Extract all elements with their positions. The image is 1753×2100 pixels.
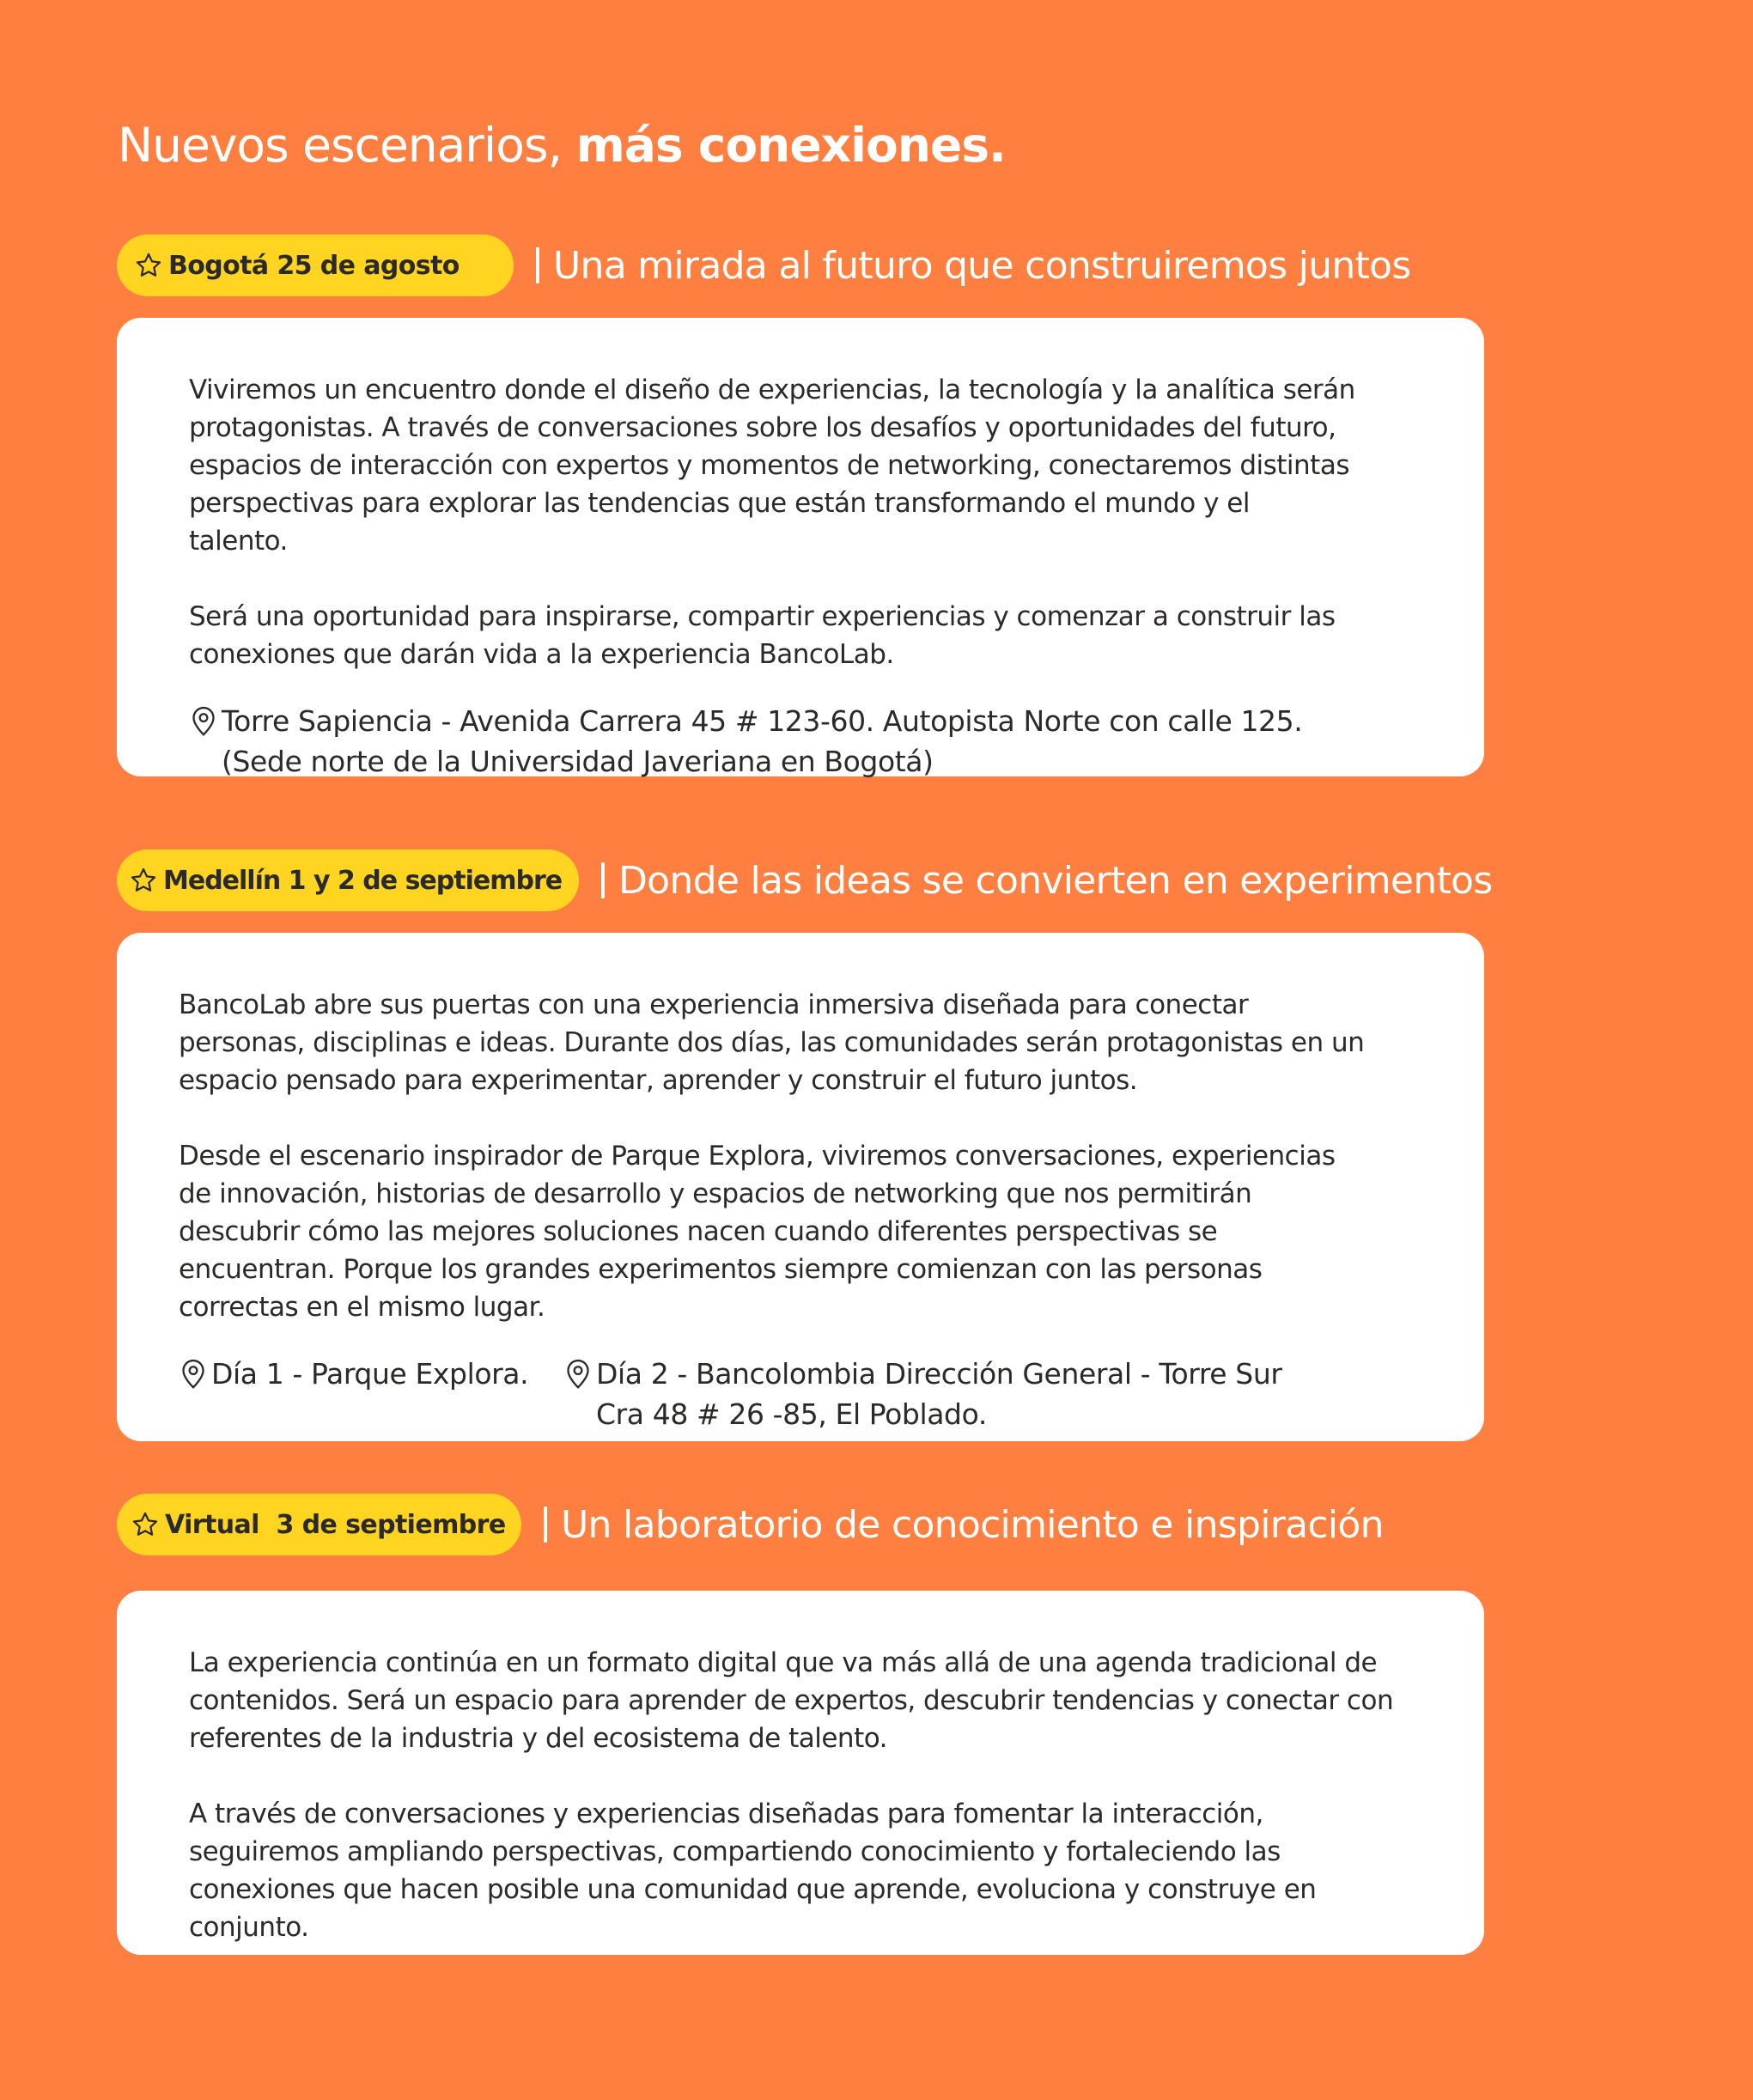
location-line: Cra 48 # 26 -85, El Poblado. bbox=[596, 1397, 987, 1431]
section-subtitle-text: Donde las ideas se convierten en experimentos bbox=[618, 858, 1493, 903]
section-subtitle-text: Un laboratorio de conocimiento e inspiración bbox=[561, 1502, 1384, 1547]
page-title-bold: más conexiones. bbox=[575, 118, 1006, 173]
paragraph: A través de conversaciones y experiencias diseñadas para fomentar la interacción, seguiremos ampliando perspectivas, compartiendo conocimiento y fortaleciendo las conexiones que hacen posible una comunidad que aprende, evoluciona y construye en conjunto. bbox=[189, 1799, 1317, 1943]
date-badge-medellin bbox=[117, 849, 579, 911]
section-subtitle-text: Una mirada al futuro que construiremos juntos bbox=[553, 243, 1411, 288]
star-icon bbox=[131, 1510, 160, 1539]
location-line: Día 2 - Bancolombia Dirección General - Torre Sur bbox=[596, 1357, 1282, 1391]
date-badge-label: Virtual 3 de septiembre bbox=[165, 1509, 506, 1540]
paragraph: Desde el escenario inspirador de Parque Explora, viviremos conversaciones, experiencias de innovación, historias de desarrollo y espacios de networking que nos permitirán descubrir cómo las mejores soluciones nacen cuando diferentes perspectivas se encuentran. Porque los grandes experimentos siempre comienzan con las personas correctas en el mismo lugar. bbox=[179, 1141, 1336, 1323]
section-header-bogota bbox=[117, 234, 1411, 296]
section-subtitle bbox=[536, 244, 1411, 288]
paragraph: La experiencia continúa en un formato digital que va más allá de una agenda tradicional de contenidos. Será un espacio para aprender de expertos, descubrir tendencias y conectar con referentes de la industria y del ecosistema de talento. bbox=[189, 1647, 1394, 1754]
star-icon bbox=[134, 251, 163, 280]
location-pin-icon bbox=[189, 704, 218, 737]
location-list bbox=[179, 1354, 1367, 1434]
page-title-regular: Nuevos escenarios, bbox=[118, 118, 562, 173]
date-badge-bogota bbox=[117, 234, 514, 296]
paragraph: BancoLab abre sus puertas con una experiencia inmersiva diseñada para conectar personas, disciplinas e ideas. Durante dos días, las comunidades serán protagonistas en un espacio pensado para experimentar, aprender y construir el futuro juntos. bbox=[179, 989, 1365, 1096]
date-badge-label: Bogotá 25 de agosto bbox=[168, 250, 460, 281]
event-card-medellin bbox=[117, 933, 1484, 1441]
location-info bbox=[563, 1354, 1282, 1434]
section-subtitle bbox=[601, 859, 1492, 903]
location-line: (Sede norte de la Universidad Javeriana en Bogotá) bbox=[222, 745, 934, 778]
paragraph: Viviremos un encuentro donde el diseño de experiencias, la tecnología y la analítica serán protagonistas. A través de conversaciones sobre los desafíos y oportunidades del futuro, espacios de interacción con expertos y momentos de networking, conectaremos distintas perspectivas para explorar las tendencias que están transformando el mundo y el talento. bbox=[189, 374, 1355, 557]
location-pin-icon bbox=[179, 1357, 208, 1390]
section-subtitle bbox=[544, 1503, 1384, 1547]
location-info bbox=[179, 1354, 563, 1434]
event-card-bogota bbox=[117, 318, 1484, 776]
divider-bar bbox=[544, 1507, 547, 1543]
location-info bbox=[189, 701, 1355, 782]
date-badge-virtual bbox=[117, 1494, 521, 1555]
divider-bar bbox=[601, 862, 605, 898]
section-header-medellin bbox=[117, 849, 1492, 911]
date-badge-label: Medellín 1 y 2 de septiembre bbox=[163, 865, 563, 896]
location-line: Día 1 - Parque Explora. bbox=[211, 1357, 529, 1391]
star-icon bbox=[129, 866, 158, 895]
location-pin-icon bbox=[563, 1357, 593, 1390]
event-card-virtual bbox=[117, 1591, 1484, 1955]
divider-bar bbox=[536, 247, 539, 283]
paragraph: Será una oportunidad para inspirarse, compartir experiencias y comenzar a construir las conexiones que darán vida a la experiencia BancoLab. bbox=[189, 601, 1336, 670]
location-line: Torre Sapiencia - Avenida Carrera 45 # 123-60. Autopista Norte con calle 125. bbox=[222, 704, 1303, 738]
page-title bbox=[118, 114, 1006, 176]
section-header-virtual bbox=[117, 1494, 1384, 1555]
